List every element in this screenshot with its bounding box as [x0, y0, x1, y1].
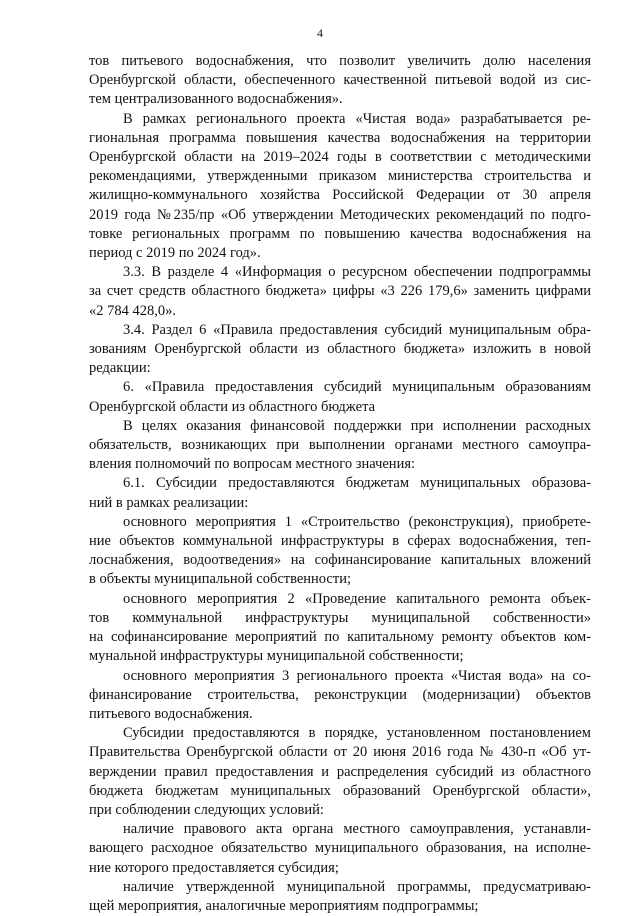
text-line: основного мероприятия 2 «Проведение капитального ремонта объек-	[123, 590, 591, 607]
paragraph	[89, 474, 591, 512]
text-line: бюджета бюджетам муниципальных образований Оренбургской области»,	[89, 782, 591, 799]
text-line: основного мероприятия 1 «Строительство (реконструкция), приобрете-	[123, 513, 591, 530]
text-line: обязательств, возникающих при выполнении органами местного самоупра-	[89, 437, 591, 454]
paragraph	[89, 724, 591, 820]
text-line: на софинансирование мероприятий по капитальному ремонту объектов ком-	[89, 629, 591, 646]
text-line: ние которого предоставляется субсидия;	[89, 859, 339, 876]
text-line: финансирование строительства, реконструкции (модернизации) объектов	[89, 686, 591, 703]
text-line: редакции:	[89, 360, 151, 377]
paragraph	[89, 52, 591, 110]
text-line: вления полномочий по вопросам местного значения:	[89, 456, 416, 473]
text-line: товке региональных программ по повышению качества водоснабжения на	[89, 225, 591, 242]
text-line: тов коммунальной инфраструктуры муниципальной собственности»	[89, 609, 591, 626]
text-line: вающего расходное обязательство муниципального образования, на исполне-	[89, 840, 591, 857]
text-line: в объекты муниципальной собственности;	[89, 571, 351, 588]
text-line: Оренбургской области, обеспеченного качественной питьевой водой из сис-	[89, 72, 591, 89]
text-line: гиональная программа повышения качества водоснабжения на территории	[89, 129, 591, 146]
paragraph	[89, 878, 591, 916]
text-line: В целях оказания финансовой поддержки при исполнении расходных	[123, 417, 591, 434]
text-line: ние объектов коммунальной инфраструктуры в сферах водоснабжения, теп-	[89, 533, 591, 550]
text-line: наличие правового акта органа местного самоуправления, устанавли-	[123, 821, 591, 838]
paragraph	[89, 667, 591, 725]
text-line: зованиям Оренбургской области из областного бюджета» изложить в новой	[89, 341, 591, 358]
paragraph	[89, 263, 591, 321]
text-line: рекомендациями, утвержденными приказом министерства строительства и	[89, 168, 591, 185]
text-line: 3.4. Раздел 6 «Правила предоставления субсидий муниципальным обра-	[123, 321, 591, 338]
text-line: В рамках регионального проекта «Чистая вода» разрабатывается ре-	[123, 110, 591, 127]
text-line: Оренбургской области на 2019–2024 годы в соответствии с методическими	[89, 149, 591, 166]
text-line: «2 784 428,0».	[89, 302, 176, 319]
text-line: щей мероприятия, аналогичные мероприятиям подпрограммы;	[89, 897, 479, 914]
text-line: мунальной инфраструктуры муниципальной собственности;	[89, 648, 464, 665]
paragraph	[89, 110, 591, 264]
text-line: период с 2019 по 2024 год».	[89, 245, 261, 262]
text-line: тов питьевого водоснабжения, что позволит увеличить долю населения	[89, 53, 591, 69]
paragraph	[89, 378, 591, 416]
text-line: Правительства Оренбургской области от 20 июня 2016 года № 430-п «Об ут-	[89, 744, 591, 761]
text-line: 6. «Правила предоставления субсидий муниципальным образованиям	[123, 379, 591, 396]
text-line: лоснабжения, водоотведения» на софинансирование капитальных вложений	[89, 552, 591, 569]
text-line: Оренбургской области из областного бюджета	[89, 398, 376, 415]
text-line: 2019 года №235/пр «Об утверждении Методических рекомендаций по подго-	[89, 206, 591, 223]
paragraph	[89, 417, 591, 475]
paragraph	[89, 590, 591, 667]
text-line: при соблюдении следующих условий:	[89, 801, 324, 818]
paragraph	[89, 820, 591, 878]
text-line: 3.3. В разделе 4 «Информация о ресурсном обеспечении подпрограммы	[123, 264, 591, 281]
text-line: основного мероприятия 3 регионального проекта «Чистая вода» на со-	[123, 667, 591, 684]
page-number: 4	[317, 26, 323, 40]
document-body	[89, 52, 591, 916]
text-line: тем централизованного водоснабжения».	[89, 91, 343, 108]
text-line: жилищно-коммунального хозяйства Российской Федерации от 30 апреля	[89, 187, 591, 204]
text-line: верждении правил предоставления и распределения субсидий из областного	[89, 763, 591, 780]
text-line: за счет средств областного бюджета» цифры «3 226 179,6» заменить цифрами	[89, 283, 591, 300]
text-line: 6.1. Субсидии предоставляются бюджетам муниципальных образова-	[123, 475, 591, 492]
paragraph	[89, 513, 591, 590]
text-line: наличие утвержденной муниципальной программы, предусматриваю-	[123, 878, 591, 895]
text-line: питьевого водоснабжения.	[89, 705, 253, 722]
text-line: Субсидии предоставляются в порядке, установленном постановлением	[123, 725, 591, 742]
text-line: ний в рамках реализации:	[89, 494, 249, 511]
paragraph	[89, 321, 591, 379]
